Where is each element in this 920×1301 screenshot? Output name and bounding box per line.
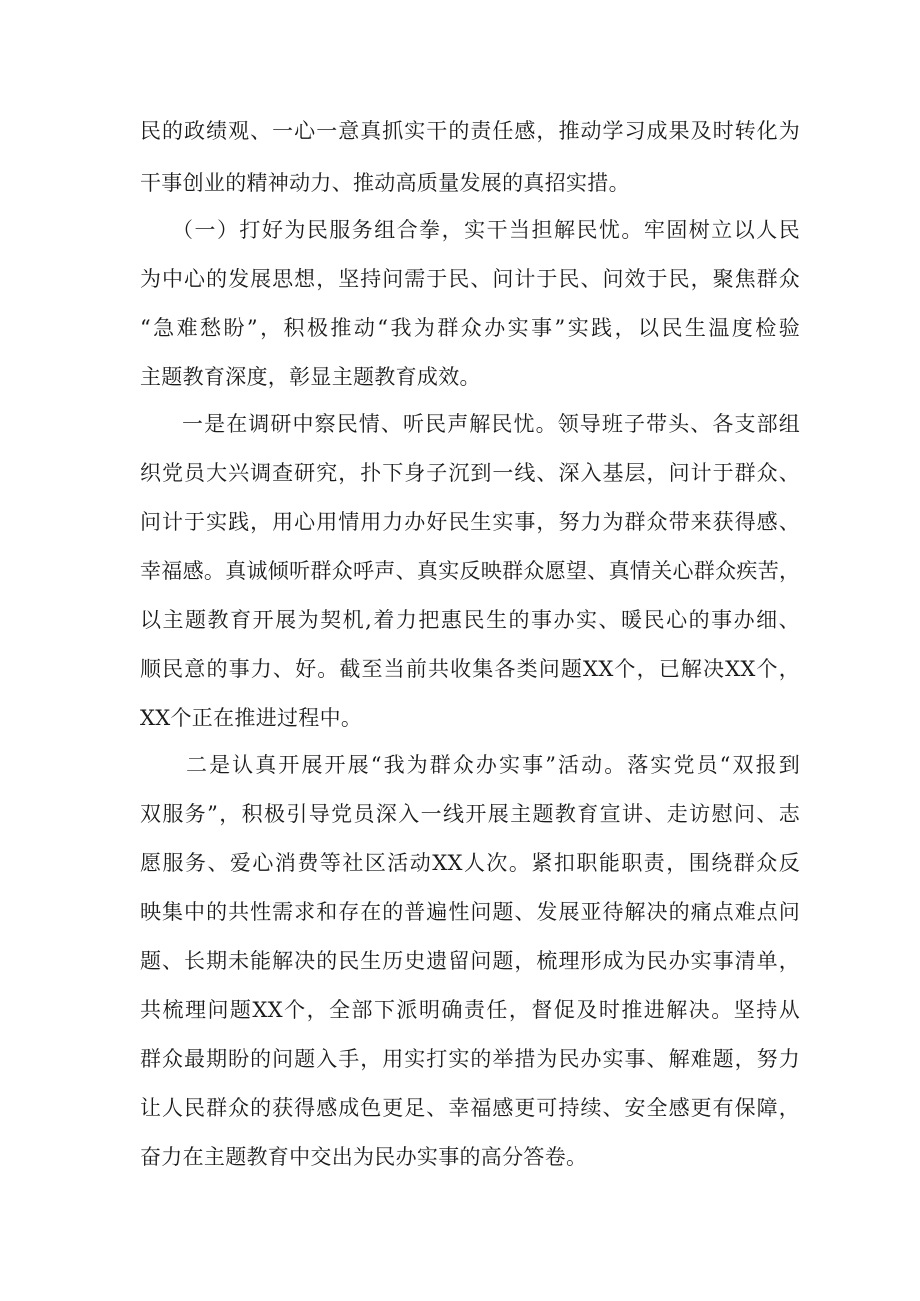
text-line: 织党员大兴调查研究，扑下身子沉到一线、深入基层，问计于群众、 (140, 461, 800, 485)
text-line: 民的政绩观、一心一意真抓实干的责任感，推动学习成果及时转化为 (140, 119, 800, 143)
text-line: 二是认真开展开展“我为群众办实事”活动。落实党员“双报到 (186, 753, 800, 777)
text-line: 幸福感。真诚倾听群众呼声、真实反映群众愿望、真情关心群众疾苦， (140, 559, 801, 583)
text-line: 群众最期盼的问题入手，用实打实的举措为民办实事、解难题，努力 (140, 1047, 800, 1071)
text-line: “急难愁盼”，积极推动“我为群众办实事”实践，以民生温度检验 (140, 316, 800, 340)
text-line: XX个正在推进过程中。 (140, 706, 363, 730)
text-line: 双服务”，积极引导党员深入一线开展主题教育宣讲、走访慰问、志 (140, 802, 800, 826)
text-line: 以主题教育开展为契机,着力把惠民生的事办实、暖民心的事办细、 (140, 608, 800, 632)
text-line: 干事创业的精神动力、推动高质量发展的真招实措。 (140, 171, 630, 195)
text-line: 映集中的共性需求和存在的普遍性问题、发展亚待解决的痛点难点问 (140, 900, 800, 924)
text-line: 顺民意的事力、好。截至当前共收集各类问题XX个，已解决XX个， (140, 657, 800, 681)
text-line: 为中心的发展思想，坚持问需于民、问计于民、问效于民，聚焦群众 (140, 267, 800, 291)
text-line: （一）打好为民服务组合拳，实干当担解民忧。牢固树立以人民 (172, 218, 800, 242)
text-line: 问计于实践，用心用情用力办好民生实事，努力为群众带来获得感、 (140, 510, 800, 534)
text-line: 共梳理问题XX个，全部下派明确责任，督促及时推进解决。坚持从 (140, 998, 800, 1022)
text-line: 让人民群众的获得感成色更足、幸福感更可持续、安全感更有保障， (140, 1096, 800, 1120)
text-line: 题、长期未能解决的民生历史遗留问题，梳理形成为民办实事清单， (140, 949, 800, 973)
text-line: 愿服务、爱心消费等社区活动XX人次。紧扣职能职责，围绕群众反 (140, 851, 800, 875)
text-line: 一是在调研中察民情、听民声解民忧。领导班子带头、各支部组 (182, 412, 800, 436)
text-line: 主题教育深度，彰显主题教育成效。 (140, 365, 481, 389)
text-line: 奋力在主题教育中交出为民办实事的高分答卷。 (140, 1145, 588, 1169)
